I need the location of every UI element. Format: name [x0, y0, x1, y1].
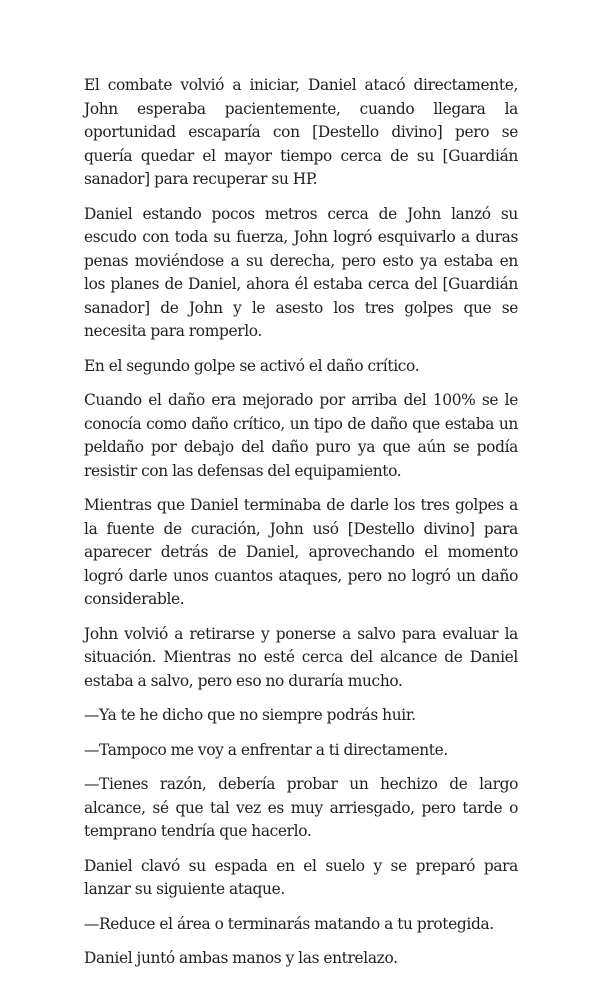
paragraph-5: Mientras que Daniel terminaba de darle los tres golpes a la fuente de curación, John usó [Destello divino] para aparecer detrás de Daniel, aprovechando el momento logró darle unos cuantos ataques, pero no logró un daño considerable. [84, 496, 518, 608]
paragraph-3: En el segundo golpe se activó el daño crítico. [84, 356, 420, 375]
paragraph-6: John volvió a retirarse y ponerse a salvo para evaluar la situación. Mientras no esté cerca del alcance de Daniel estaba a salvo, pero eso no duraría mucho. [84, 624, 518, 690]
book-page [84, 74, 518, 982]
paragraph-2: Daniel estando pocos metros cerca de John lanzó su escudo con toda su fuerza, John logró esquivarlo a duras penas moviéndose a su derecha, pero esto ya estaba en los planes de Daniel, ahora él estaba cerca del [Guardián sanador] de John y le asesto los tres golpes que se necesita para romperlo. [84, 204, 518, 340]
dialogue-2: —Tampoco me voy a enfrentar a ti directamente. [84, 740, 448, 759]
paragraph-1: El combate volvió a iniciar, Daniel atacó directamente, John esperaba pacientemente, cuando llegara la oportunidad escaparía con [Destello divino] pero se quería quedar el mayor tiempo cerca de su [Guardián sanador] para recuperar su HP. [84, 76, 518, 188]
paragraph-7: Daniel clavó su espada en el suelo y se preparó para lanzar su siguiente ataque. [84, 856, 518, 898]
dialogue-3: —Tienes razón, debería probar un hechizo de largo alcance, sé que tal vez es muy arriesgado, pero tarde o temprano tendría que hacerlo. [84, 775, 518, 840]
dialogue-1: —Ya te he dicho que no siempre podrás huir. [84, 706, 416, 724]
paragraph-8: Daniel juntó ambas manos y las entrelazo. [84, 949, 398, 967]
dialogue-4: —Reduce el área o terminarás matando a tu protegida. [84, 914, 494, 933]
paragraph-4: Cuando el daño era mejorado por arriba del 100% se le conocía como daño crítico, un tipo de daño que estaba un peldaño por debajo del daño puro ya que aún se podía resistir con las defensas del equipamiento. [84, 391, 518, 480]
